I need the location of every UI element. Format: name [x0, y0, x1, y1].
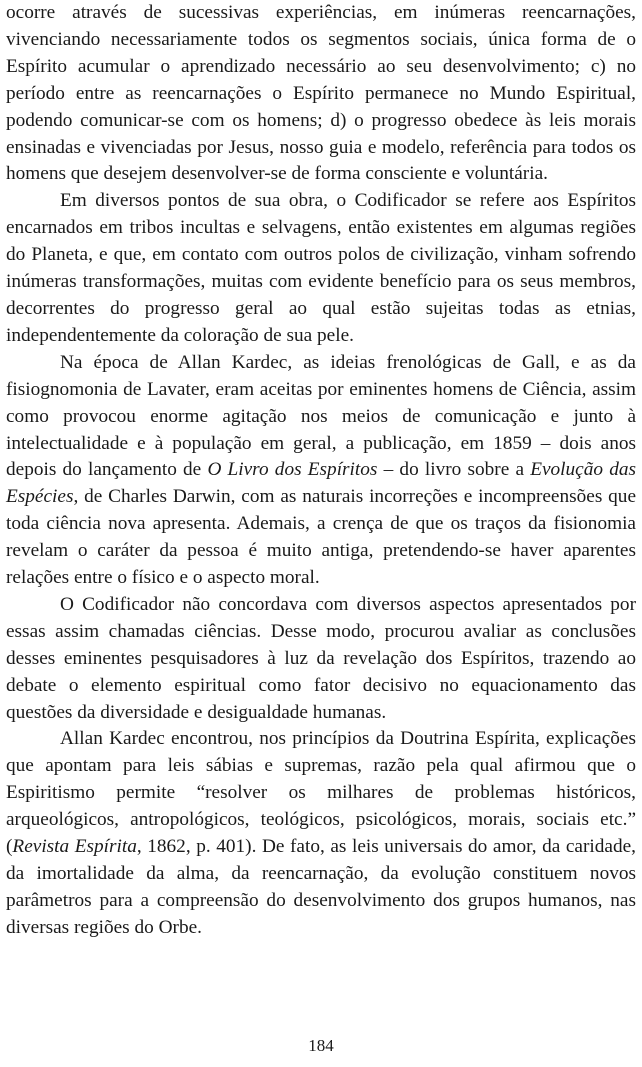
page-number: 184 [308, 1036, 334, 1055]
italic-title-run: Evolução das Espécies [6, 459, 636, 508]
text-run: – do livro sobre a [377, 459, 531, 481]
text-run: , de Charles Darwin, com as naturais incorreções e incompreensões que toda ciência nova apresenta. Ademais, a crença de que os traços da fisionomia revelam o caráter da pessoa é muito antiga, pretendendo-se haver aparentes relações entre o físico e o aspecto moral. [6, 486, 636, 589]
paragraph-1 [6, 0, 636, 188]
page-body [6, 0, 636, 942]
text-run: , 1862, p. 401). De fato, as leis universais do amor, da caridade, da imortalidade da alma, da reencarnação, da evolução constituem novos parâmetros para a compreensão do desenvolvimento dos grupos humanos, nas diversas regiões do Orbe. [6, 836, 636, 938]
text-flow [6, 0, 636, 942]
italic-title-run: Revista Espírita [12, 836, 137, 858]
text-run: Na época de Allan Kardec, as ideias frenológicas de Gall, e as da fisiognomonia de Lavater, eram aceitas por eminentes homens de Ciência, assim como provocou enorme agitação nos meios de comunicação e junto à intelectualidade e à população em geral, a publicação, em 1859 – dois anos depois do lançamento de [6, 351, 636, 481]
text-run: Allan Kardec encontrou, nos princípios da Doutrina Espírita, explicações que apontam para leis sábias e supremas, razão pela qual afirmou que o Espiritismo permite “resolver os milhares de problemas históricos, arqueológicos, antropológicos, teológicos, psicológicos, morais, sociais etc.” ( [6, 728, 636, 858]
paragraph-4 [6, 592, 636, 727]
text-run: ocorre através de sucessivas experiências, em inúmeras reencarnações, vivenciando necessariamente todos os segmentos sociais, única forma de o Espírito acumular o aprendizado necessário ao seu desenvolvimento; c) no período entre as reencarnações o Espírito permanece no Mundo Espiritual, podendo comunicar-se com os homens; d) o progresso obedece às leis morais ensinadas e vivenciadas por Jesus, nosso guia e modelo, referência para todos os homens que desejem desenvolver-se de forma consciente e voluntária. [6, 2, 636, 185]
italic-title-run: O Livro dos Espíritos [207, 459, 378, 481]
text-run: Em diversos pontos de sua obra, o Codificador se refere aos Espíritos encarnados em tribos incultas e selvagens, então existentes em algumas regiões do Planeta, e que, em contato com outros polos de civilização, vinham sofrendo inúmeras transformações, muitas com evidente benefício para os seus membros, decorrentes do progresso geral ao qual estão sujeitas todas as etnias, independentemente da coloração de sua pele. [6, 190, 636, 346]
text-run: O Codificador não concordava com diversos aspectos apresentados por essas assim chamadas ciências. Desse modo, procurou avaliar as conclusões desses eminentes pesquisadores à luz da revelação dos Espíritos, trazendo ao debate o elemento espiritual como fator decisivo no equacionamento das questões da diversidade e desigualdade humanas. [6, 593, 636, 723]
paragraph-2 [6, 188, 636, 349]
paragraph-5 [6, 726, 636, 941]
paragraph-3 [6, 350, 636, 592]
